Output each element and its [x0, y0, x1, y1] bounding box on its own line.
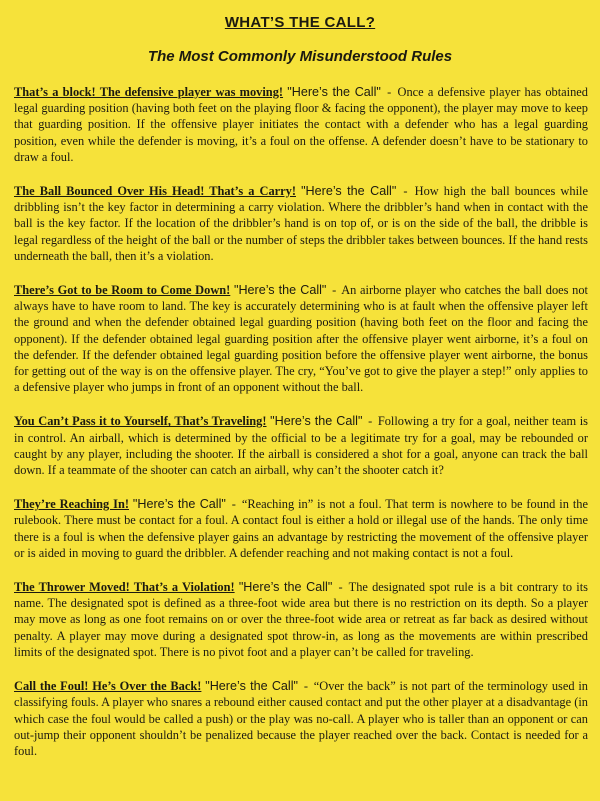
call-label: "Here’s the Call": [205, 679, 298, 694]
rule-paragraph: [14, 84, 588, 165]
rule-body: How high the ball bounces while dribbling isn’t the key factor in determining a carry violation. Where the dribbler’s hand when in contact with the ball is the key factor. If the location of the dribbler’s hand is on top of, or is on the side of the ball, the dribble is legal regardless of the height of the ball or the number of steps the dribbler takes between bounces. If the hand rests underneath the ball, then it’s a violation.: [14, 184, 588, 263]
call-label: "Here’s the Call": [287, 85, 381, 99]
dash: -: [303, 679, 308, 694]
call-label: "Here’s the Call": [233, 283, 327, 298]
rule-heading: That’s a block! The defensive player was moving!: [14, 85, 284, 99]
dash: -: [231, 497, 236, 512]
rule-body: “Reaching in” is not a foul. That term is nowhere to be found in the rulebook. There must be contact for a foul. A contact foul is either a hold or illegal use of the hands. The only time there is a foul is when the defensive player gains an advantage by restricting the movement of the offensive player or is aided in moving to guard the dribbler. A defender reaching and not making contact is not a foul.: [14, 497, 588, 560]
rules-list: [14, 84, 588, 777]
rule-body: Following a try for a goal, neither team is in control. An airball, which is determined by the official to be a legitimate try for a goal, may be rebounded or caught by any player, including the shooter. If the airball is considered a shot for a goal, anyone can track the ball down. If a teammate of the shooter can catch an airball, why can’t the shooter catch it?: [14, 414, 588, 478]
rule-heading: There’s Got to be Room to Come Down!: [14, 283, 231, 298]
call-label: "Here’s the Call": [238, 580, 333, 595]
dash: -: [387, 85, 392, 99]
page-subtitle: The Most Commonly Misunderstood Rules: [147, 48, 453, 65]
dash: -: [338, 580, 343, 595]
rule-paragraph: [14, 282, 588, 395]
call-label: "Here’s the Call": [270, 414, 363, 429]
page-title: WHAT’S THE CALL?: [224, 14, 376, 31]
rule-paragraph: [14, 413, 588, 478]
rule-heading: The Thrower Moved! That’s a Violation!: [14, 580, 235, 595]
dash: -: [403, 184, 408, 199]
rule-body: “Over the back” is not part of the terminology used in classifying fouls. A player who snares a rebound either caused contact and put the other player at a disadvantage (in which case the foul would be called a push) or the play was no-call. A player who is taller than an opponent or can out-jump their opponent shouldn’t be penalized because the player reached over the back. Contact is needed for a foul.: [14, 679, 588, 758]
call-label: "Here’s the Call": [301, 184, 397, 199]
rule-paragraph: [14, 579, 588, 660]
rule-heading: The Ball Bounced Over His Head! That’s a Carry!: [14, 184, 296, 199]
call-label: "Here’s the Call": [132, 497, 226, 512]
rule-body: An airborne player who catches the ball does not always have to have room to land. The key is accurately determining who is at fault when the offensive player left the ground and when the defender obtained legal guarding position (having both feet on the floor and facing the opponent). If the defender obtained legal guarding position after the offensive player went airborne, it’s a foul on the defender. If the defender obtained legal guarding position before the offensive player went airborne, the bonus for getting out of the way is on the offensive player. The cry, “You’ve got to give the player a step!” only applies to a defensive player who jumps in front of an opponent without the ball.: [14, 283, 588, 395]
rule-paragraph: [14, 183, 588, 264]
rule-heading: They’re Reaching In!: [14, 497, 129, 512]
dash: -: [332, 283, 337, 298]
rule-paragraph: [14, 496, 588, 561]
rule-body: The designated spot rule is a bit contrary to its name. The designated spot is defined as a three-foot wide area but there is no restriction on its depth. So a player may move as long as one foot remains on or over the three-foot wide area or retreat as far back as desired without penalty. A player may move during a designated spot throw-in, as long as the movements are within prescribed limits of the designated spot. There is no pivot foot and a player can’t be called for traveling.: [14, 580, 588, 659]
dash: -: [368, 414, 373, 429]
rule-heading: Call the Foul! He’s Over the Back!: [14, 679, 202, 694]
rule-heading: You Can’t Pass it to Yourself, That’s Traveling!: [14, 414, 267, 429]
rule-body: Once a defensive player has obtained legal guarding position (having both feet on the playing floor & facing the opponent), the player may move to keep that guarding position. If the offensive player initiates the contact with a defender who has a legal guarding position, even while the defender is moving, it’s a foul on the offense. A defender doesn’t have to be stationary to draw a foul.: [14, 85, 588, 164]
rule-paragraph: [14, 678, 588, 759]
